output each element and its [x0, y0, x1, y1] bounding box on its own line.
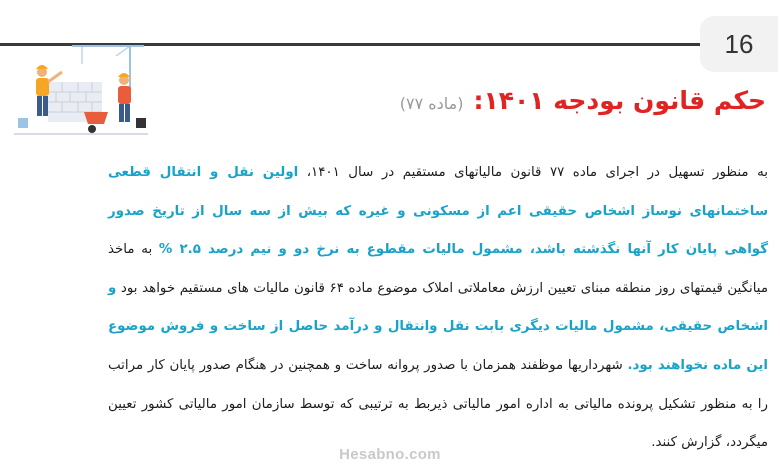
footer-watermark: Hesabno.com: [339, 446, 441, 463]
paragraph-highlight-rate: اولین نقل و انتقال قطعی ساختمانهای نوساز اشخاص حقیقی اعم از مسکونی و غیره که بیش از سه سال از تاریخ صدور گواهی پایان کار آنها نگذشته باشد، مشمول مالیات مقطوع به نرخ دو و نیم درصد ۲.۵ %: [108, 165, 768, 258]
paragraph-municipalities: شهرداریها موظفند همزمان با صدور پروانه ساخت و همچنین در هنگام صدور پایان کار مراتب را به منظور تشکیل پرونده مالیاتی به اداره امور مالیاتی ذیربط به ترتیبی که توسط سازمان امور مالیاتی کشور تعیین میگردد، گزارش کنند.: [108, 357, 768, 451]
construction-workers-icon: [12, 42, 150, 138]
heading-title: حکم قانون بودجه ۱۴۰۱:: [473, 86, 766, 115]
heading-reference: (ماده ۷۷): [399, 94, 464, 113]
paragraph-basis: به ماخذ میانگین قیمتهای روز منطقه مبنای تعیین ارزش معاملاتی املاک موضوع ماده ۶۴ قانون مالیات های مستقیم خواهد بود: [108, 242, 769, 296]
paragraph-intro: به منظور تسهیل در اجرای ماده ۷۷ قانون مالیاتهای مستقیم در سال ۱۴۰۱،: [298, 165, 768, 180]
page-number-badge: [700, 16, 778, 72]
page-number: 16: [724, 28, 754, 59]
paragraph-highlight-exemption: و اشخاص حقیقی، مشمول مالیات دیگری بابت نقل وانتقال و درآمد حاصل از ساخت و فروش موضوع این ماده نخواهند بود.: [108, 280, 768, 373]
section-heading: [346, 86, 766, 115]
body-paragraph: [108, 154, 768, 463]
